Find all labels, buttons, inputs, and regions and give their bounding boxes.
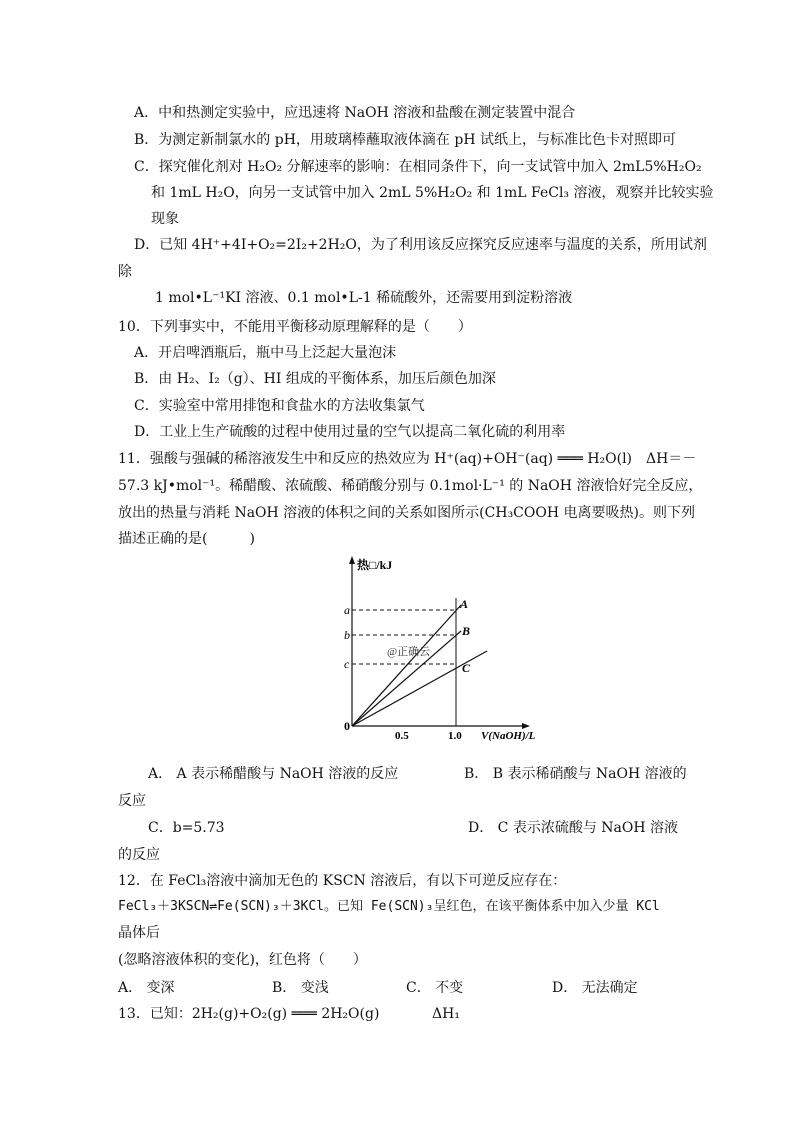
q9-option-d-line1: D．已知 4H⁺+4I+O₂=2I₂+2H₂O，为了利用该反应探究反应速率与温度的关系，所用试剂 [134, 237, 707, 253]
x-axis-arrow [522, 723, 530, 729]
y-axis-label: 热□/kJ [357, 558, 393, 572]
q11-option-c: C．b=5.73 [148, 820, 225, 836]
q10-option-b: B．由 H₂、I₂（g）、HI 组成的平衡体系，加压后颜色加深 [134, 371, 496, 387]
q12-stem-line3: (忽略溶液体积的变化)，红色将（ ） [118, 952, 367, 968]
q9-option-d-line2: 除 [118, 264, 132, 280]
q12-stem-line2: 晶体后 [118, 925, 160, 941]
q9-option-c-line1: C．探究催化剂对 H₂O₂ 分解速率的影响：在相同条件下，向一支试管中加入 2mL5%H₂O₂ [134, 159, 702, 175]
watermark: @正确云 [387, 646, 431, 658]
q11-option-d-line1: D． C 表示浓硫酸与 NaOH 溶液 [468, 820, 679, 836]
q12-equation: FeCl₃＋3KSCN⇌Fe(SCN)₃＋3KCl。已知 Fe(SCN)₃呈红色，在该平衡体系中加入少量 KCl [118, 899, 660, 914]
q12-stem-line1: 12．在 FeCl₃溶液中滴加无色的 KSCN 溶液后，有以下可逆反应存在： [118, 873, 567, 889]
q12-option-d: D． 无法确定 [552, 980, 638, 996]
q9-option-a: A．中和热测定实验中，应迅速将 NaOH 溶液和盐酸在测定装置中混合 [134, 105, 576, 121]
q13-delta-h1: ΔH₁ [432, 1006, 460, 1022]
level-c-label: c [344, 657, 350, 671]
q10-stem: 10．下列事实中，不能用平衡移动原理解释的是（ ） [118, 319, 472, 335]
q12-option-b: B． 变浅 [272, 980, 329, 996]
q11-stem-line2: 57.3 kJ•mol⁻¹。稀醋酸、浓硫酸、稀硝酸分别与 0.1mol·L⁻¹ 的 NaOH 溶液恰好完全反应， [118, 478, 703, 494]
x-axis-label: V(NaOH)/L [481, 730, 535, 742]
line-c-label: C [462, 661, 471, 675]
q10-option-c: C．实验室中常用排饱和食盐水的方法收集氯气 [134, 398, 425, 414]
q12-option-c: C． 不变 [406, 980, 464, 996]
q9-option-d-line3: 1 mol•L⁻¹KI 溶液、0.1 mol•L-1 稀硫酸外，还需要用到淀粉溶液 [155, 290, 573, 306]
q11-option-d-line2: 的反应 [118, 847, 160, 863]
q11-option-b-line2: 反应 [118, 793, 146, 809]
q12-option-a: A． 变深 [118, 980, 175, 996]
y-axis-arrow [349, 556, 355, 564]
q10-option-d: D．工业上生产硫酸的过程中使用过量的空气以提高二氧化硫的利用率 [134, 424, 566, 440]
x-tick-0-5: 0.5 [395, 730, 409, 742]
q9-option-c-line2: 和 1mL H₂O，向另一支试管中加入 2mL 5%H₂O₂ 和 1mL FeCl₃ 溶液，观察并比较实验 [151, 185, 714, 201]
x-tick-1-0: 1.0 [448, 730, 462, 742]
line-b-label: B [462, 624, 471, 638]
level-b-label: b [344, 628, 350, 642]
q9-option-b: B．为测定新制氯水的 pH，用玻璃棒蘸取液体滴在 pH 试纸上，与标准比色卡对照即可 [134, 132, 676, 148]
q9-option-c-line3: 现象 [151, 211, 179, 227]
line-a [352, 605, 461, 726]
q11-option-b-line1: B． B 表示稀硝酸与 NaOH 溶液的 [464, 766, 687, 782]
q11-stem-line3: 放出的热量与消耗 NaOH 溶液的体积之间的关系如图所示(CH₃COOH 电离要吸热)。则下列 [118, 505, 695, 521]
q11-stem-line1: 11．强酸与强碱的稀溶液发生中和反应的热效应为 H⁺(aq)+OH⁻(aq) ═══ H₂O(l) ΔH＝－ [118, 451, 697, 467]
q13-stem: 13．已知：2H₂(g)+O₂(g) ═══ 2H₂O(g) [118, 1006, 380, 1022]
heat-volume-figure [335, 553, 535, 743]
line-a-label: A [460, 597, 469, 611]
origin-label: 0 [344, 719, 350, 733]
level-a-label: a [344, 603, 350, 617]
q11-option-a: A． A 表示稀醋酸与 NaOH 溶液的反应 [148, 766, 399, 782]
q10-option-a: A．开启啤酒瓶后，瓶中马上泛起大量泡沫 [134, 345, 397, 361]
q11-stem-line4: 描述正确的是( ) [118, 531, 255, 547]
